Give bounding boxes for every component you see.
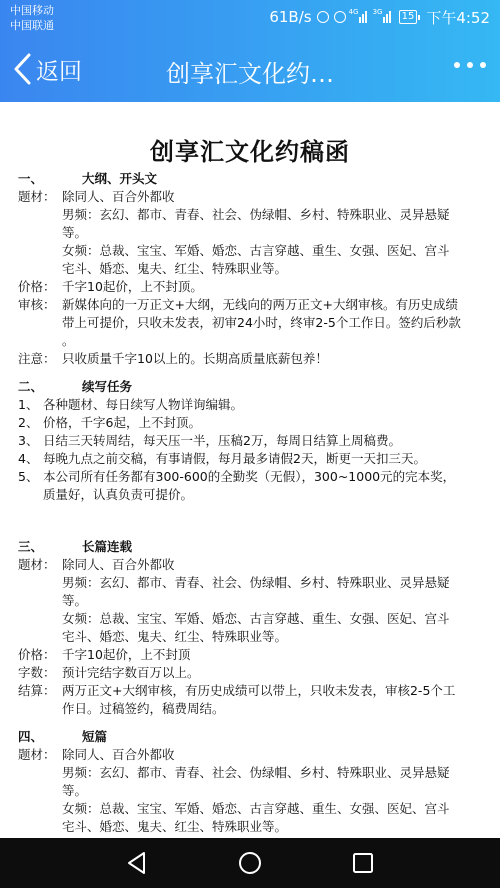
alarm-icon <box>334 11 346 23</box>
section-row: 价格： 千字10起价，上不封顶 <box>18 647 191 662</box>
text-line: 等。 <box>62 593 88 608</box>
carrier-1: 中国移动 <box>10 4 54 17</box>
page-title: 创享汇文化约… <box>166 60 334 88</box>
section-heading: 一、 大纲、开头文 <box>18 171 158 186</box>
section-row: 注意： 只收质量千字10以上的。长期高质量底薪包养！ <box>18 351 328 366</box>
section-row: 题材： 除同人、百合外都收 <box>18 189 175 204</box>
navigation-bar <box>0 838 500 888</box>
text-line: 男频：玄幻、都市、青春、社会、伪绿帽、乡村、特殊职业、灵异悬疑 <box>62 575 450 590</box>
document-view[interactable] <box>0 102 500 838</box>
chevron-left-icon <box>12 53 32 85</box>
section-row: 价格： 千字10起价，上不封顶。 <box>18 279 203 294</box>
document-title: 创享汇文化约稿函 <box>150 138 350 166</box>
list-item: 4、 每晚九点之前交稿，有事请假，每月最多请假2天，断更一天扣三天。 <box>18 451 426 466</box>
text-line: 男频：玄幻、都市、青春、社会、伪绿帽、乡村、特殊职业、灵异悬疑 <box>62 207 450 222</box>
text-line: 等。 <box>62 783 88 798</box>
app-header <box>0 36 500 102</box>
net-type-1: 4G <box>348 8 359 16</box>
list-item: 5、 本公司所有任务都有300-600的全勤奖（无假），300~1000元的完本奖， 质量好，认真负责可提价。 <box>18 469 456 502</box>
document-body <box>18 170 488 854</box>
section-row: 题材： 除同人、百合外都收 <box>18 557 175 572</box>
back-button[interactable] <box>12 50 82 88</box>
section-heading: 四、 短篇 <box>18 729 108 744</box>
text-line: 宅斗、婚恋、鬼夫、红尘、特殊职业等。 <box>62 629 288 644</box>
section-heading: 二、 续写任务 <box>18 379 133 394</box>
carrier-info <box>10 3 54 33</box>
status-icons <box>269 6 490 28</box>
section-row: 结算： 两万正文+大纲审核，有历史成绩可以带上，只收未发表，审核2-5个工 作日。过稿签约，稿费周结。 <box>18 683 456 716</box>
text-line: 男频：玄幻、都市、青春、社会、伪绿帽、乡村、特殊职业、灵异悬疑 <box>62 765 450 780</box>
net-type-2: 3G <box>372 8 383 16</box>
list-item: 3、 日结三天转周结，每天压一半，压稿2万，每周日结算上周稿费。 <box>18 433 401 448</box>
battery-icon: 15 <box>399 10 418 24</box>
square-recent-icon[interactable] <box>350 850 376 876</box>
triangle-back-icon[interactable] <box>124 850 150 876</box>
list-item: 2、 价格，千字6起，上不封顶。 <box>18 415 201 430</box>
section-row: 题材： 除同人、百合外都收 <box>18 747 175 762</box>
text-line: 女频：总裁、宝宝、军婚、婚恋、古言穿越、重生、女强、医妃、宫斗 <box>62 243 450 258</box>
text-line: 宅斗、婚恋、鬼夫、红尘、特殊职业等。 <box>62 819 288 834</box>
signal-4g-icon <box>348 8 370 23</box>
network-speed: 61B/s <box>269 8 312 26</box>
text-line: 宅斗、婚恋、鬼夫、红尘、特殊职业等。 <box>62 261 288 276</box>
clock: 下午4:52 <box>426 8 490 27</box>
text-line: 女频：总裁、宝宝、军婚、婚恋、古言穿越、重生、女强、医妃、宫斗 <box>62 801 450 816</box>
headset-icon <box>317 11 329 23</box>
status-bar <box>0 0 500 36</box>
more-dots-icon <box>454 62 460 68</box>
section-row: 字数： 预计完结字数百万以上。 <box>18 665 200 680</box>
text-line: 女频：总裁、宝宝、军婚、婚恋、古言穿越、重生、女强、医妃、宫斗 <box>62 611 450 626</box>
back-label: 返回 <box>36 58 82 85</box>
signal-3g-icon <box>372 8 394 23</box>
list-item: 1、 各种题材、每日续写人物详询编辑。 <box>18 397 244 412</box>
carrier-2: 中国联通 <box>10 19 54 32</box>
circle-home-icon[interactable] <box>237 850 263 876</box>
section-heading: 三、 长篇连载 <box>18 539 133 554</box>
text-line: 等。 <box>62 225 88 240</box>
more-button[interactable] <box>454 62 486 68</box>
section-row: 审核： 新媒体向的一万正文+大纲，无线向的两万正文+大纲审核。有历史成绩 带上可提价，只收未发表，初审24小时，终审2-5个工作日。签约后秒款 。 <box>18 297 461 348</box>
